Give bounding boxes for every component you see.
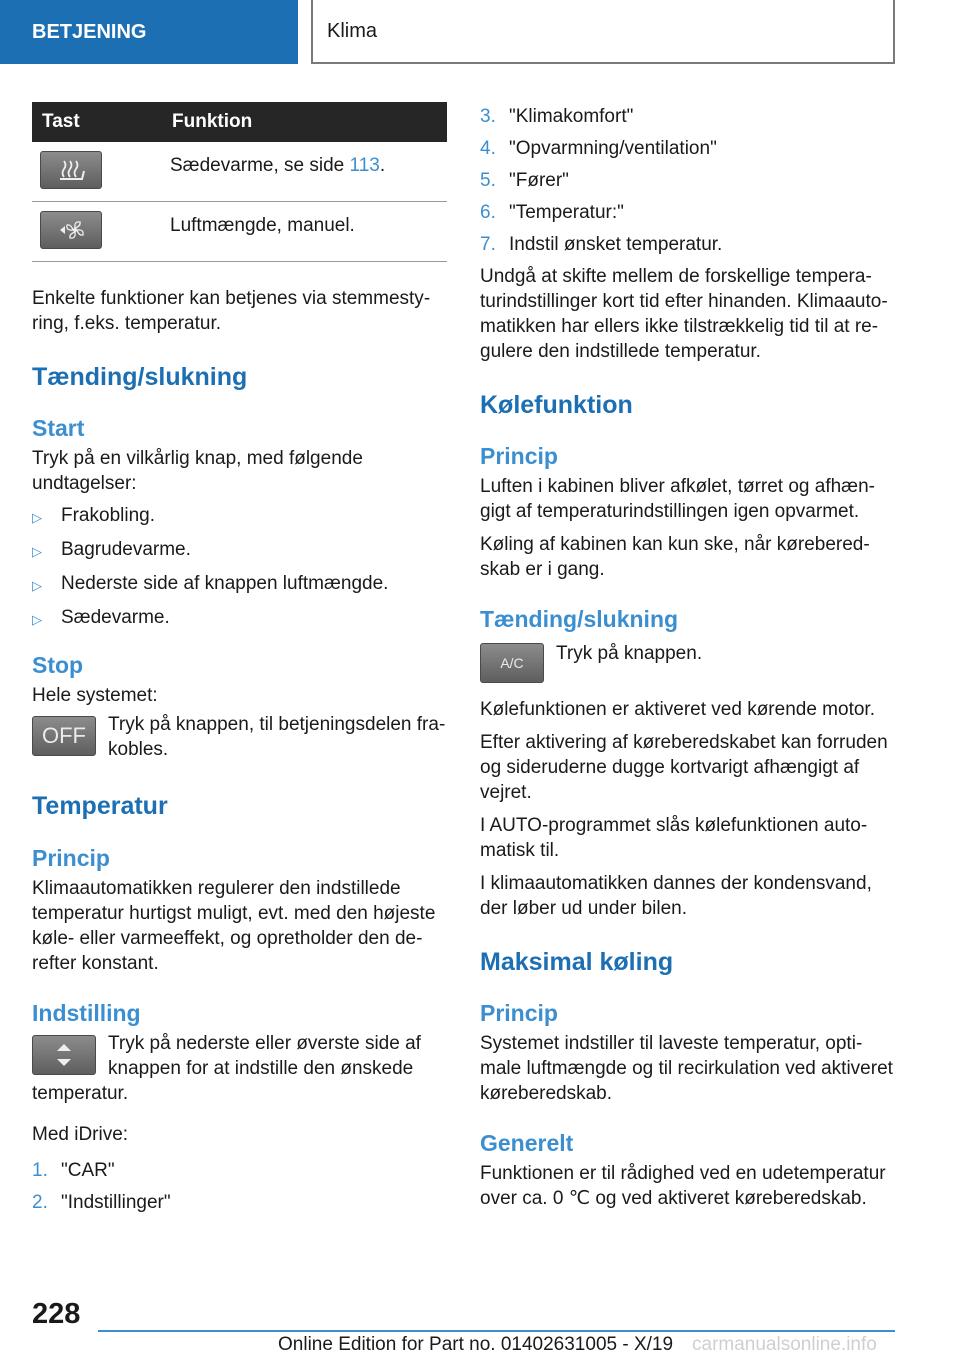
heading-cooling: Kølefunktion: [480, 391, 633, 419]
chapter-header: [311, 0, 895, 64]
page-number: 228: [32, 1298, 81, 1330]
list-item-text: Bagrudevarme.: [61, 539, 191, 560]
heading-setting: Indstilling: [32, 1000, 141, 1026]
triangle-bullet-icon: ▷: [32, 510, 42, 525]
footer-divider: [98, 1330, 895, 1332]
heading-max-cooling-principle: Princip: [480, 1000, 558, 1026]
temperature-rocker-icon: [32, 1035, 96, 1075]
exceptions-list: [32, 503, 447, 632]
max-cooling-principle-text: Systemet indstiller til laveste temperatur, optimale luftmængde og til recirkulation ved aktiveret køreberedskab.: [480, 1033, 893, 1104]
heading-stop: Stop: [32, 652, 84, 678]
heading-temperature-principle: Princip: [32, 845, 110, 871]
heading-toggle: Tænding/slukning: [32, 363, 248, 391]
ac-button-label: A/C: [500, 655, 524, 671]
list-item: [480, 232, 895, 257]
cooling-text-1: Luften i kabinen bliver afkølet, tørret og afhængigt af temperaturindstillingen igen opvarmet.: [480, 476, 875, 522]
step-text: Indstil ønsket temperatur.: [509, 234, 723, 255]
step-text: "Klimakomfort": [509, 106, 634, 127]
seat-heating-text-end: .: [379, 155, 386, 176]
temperature-note: Undgå at skifte mellem de forskellige temperaturindstillinger kort tid efter hinanden. Klimaautomatikken har ellers ikke tilstrækkelig tid til at regulere den indstillede temperatur.: [480, 266, 888, 362]
list-item: [480, 200, 895, 225]
fan-icon: [40, 211, 102, 249]
list-item: [32, 605, 447, 632]
footer-edition: Online Edition for Part no. 01402631005 - X/19: [278, 1334, 674, 1355]
key-function-table: [32, 102, 447, 262]
list-item-text: Nederste side af knappen luftmængde.: [61, 573, 389, 594]
table-row: [32, 142, 447, 202]
setting-block: [32, 1031, 447, 1106]
right-column: [480, 104, 895, 1211]
step-number: 2.: [32, 1192, 48, 1213]
cooling-text-2: Køling af kabinen kan kun ske, når køreberedskab er i gang.: [480, 534, 870, 580]
step-number: 6.: [480, 202, 496, 223]
page-link-113[interactable]: 113: [349, 155, 380, 176]
list-item: [32, 571, 447, 598]
seat-heating-icon: [40, 151, 102, 189]
list-item-text: Frakobling.: [61, 505, 155, 526]
list-item: [480, 136, 895, 161]
heading-cooling-toggle: Tænding/slukning: [480, 606, 679, 632]
left-column: [32, 102, 447, 1222]
table-header-row: [32, 102, 447, 142]
heading-general: Generelt: [480, 1130, 574, 1156]
cooling-text-6: I klimaautomatikken dannes der kondensvand, der løber ud under bilen.: [480, 873, 872, 919]
idrive-text: Med iDrive:: [32, 1124, 129, 1145]
step-number: 7.: [480, 234, 496, 255]
table-cell-icon: [32, 142, 162, 202]
off-block: [32, 712, 447, 762]
triangle-bullet-icon: ▷: [32, 544, 42, 559]
list-item: [480, 168, 895, 193]
chapter-title: Klima: [327, 19, 378, 42]
list-item: [32, 1190, 447, 1215]
step-text: "Indstillinger": [61, 1192, 171, 1213]
step-number: 5.: [480, 170, 496, 191]
heading-temperature: Temperatur: [32, 792, 168, 820]
cooling-text-5: I AUTO-programmet slås kølefunktionen automatisk til.: [480, 815, 868, 861]
step-text: "Temperatur:": [509, 202, 624, 223]
step-text: "CAR": [61, 1160, 115, 1181]
step-number: 1.: [32, 1160, 48, 1181]
table-cell-icon: [32, 202, 162, 262]
heading-max-cooling: Maksimal køling: [480, 948, 674, 976]
off-text: Tryk på knappen, til betjeningsdelen frakobles.: [108, 714, 446, 760]
step-number: 4.: [480, 138, 496, 159]
heading-start: Start: [32, 415, 85, 441]
stop-text: Hele systemet:: [32, 685, 158, 706]
list-item: [480, 104, 895, 129]
heading-cooling-principle: Princip: [480, 443, 558, 469]
seat-heating-icon-graphic: [56, 157, 86, 183]
watermark: carmanualsonline.info: [692, 1334, 877, 1355]
setting-text: Tryk på nederste eller øverste side af knappen for at indstille den ønskede temperatur.: [32, 1033, 421, 1104]
fan-icon-graphic: [56, 218, 86, 242]
section-header: [0, 0, 298, 64]
fan-text: Luftmængde, manuel.: [170, 215, 355, 236]
cooling-text-4: Efter aktivering af køreberedskabet kan forruden og sideruderne dugge kortvarigt afhængigt af vejret.: [480, 732, 888, 803]
up-down-arrows-icon: [54, 1040, 74, 1070]
ac-button-icon: [480, 643, 544, 683]
step-text: "Fører": [509, 170, 569, 191]
triangle-bullet-icon: ▷: [32, 612, 42, 627]
idrive-steps-list-right: [480, 104, 895, 257]
step-number: 3.: [480, 106, 496, 127]
list-item: [32, 1158, 447, 1183]
table-cell-function: [162, 202, 447, 262]
intro-text: Enkelte funktioner kan betjenes via stemmestyring, f.eks. temperatur.: [32, 288, 431, 334]
ac-block: [480, 641, 895, 689]
triangle-bullet-icon: ▷: [32, 578, 42, 593]
table-header-function: Funktion: [162, 102, 447, 142]
section-title: BETJENING: [32, 20, 147, 43]
start-text: Tryk på en vilkårlig knap, med følgende undtagelser:: [32, 448, 363, 494]
seat-heating-text: Sædevarme, se side: [170, 155, 350, 176]
list-item-text: Sædevarme.: [61, 607, 170, 628]
temperature-principle-text: Klimaautomatikken regulerer den indstillede temperatur hurtigst muligt, evt. med den højeste køle- eller varmeeffekt, og opretholder den derefter konstant.: [32, 878, 436, 974]
off-button-label: OFF: [42, 723, 86, 748]
table-row: [32, 202, 447, 262]
list-item: [32, 537, 447, 564]
general-text: Funktionen er til rådighed ved en udetemperatur over ca. 0 ℃ og ved aktiveret køreberedskab.: [480, 1163, 886, 1209]
cooling-text-3: Kølefunktionen er aktiveret ved kørende motor.: [480, 699, 875, 720]
table-header-key: Tast: [32, 102, 162, 142]
off-button-icon: [32, 716, 96, 756]
table-cell-function: [162, 142, 447, 202]
idrive-steps-list-left: [32, 1158, 447, 1215]
list-item: [32, 503, 447, 530]
ac-text: Tryk på knappen.: [556, 643, 703, 664]
step-text: "Opvarmning/ventilation": [509, 138, 717, 159]
